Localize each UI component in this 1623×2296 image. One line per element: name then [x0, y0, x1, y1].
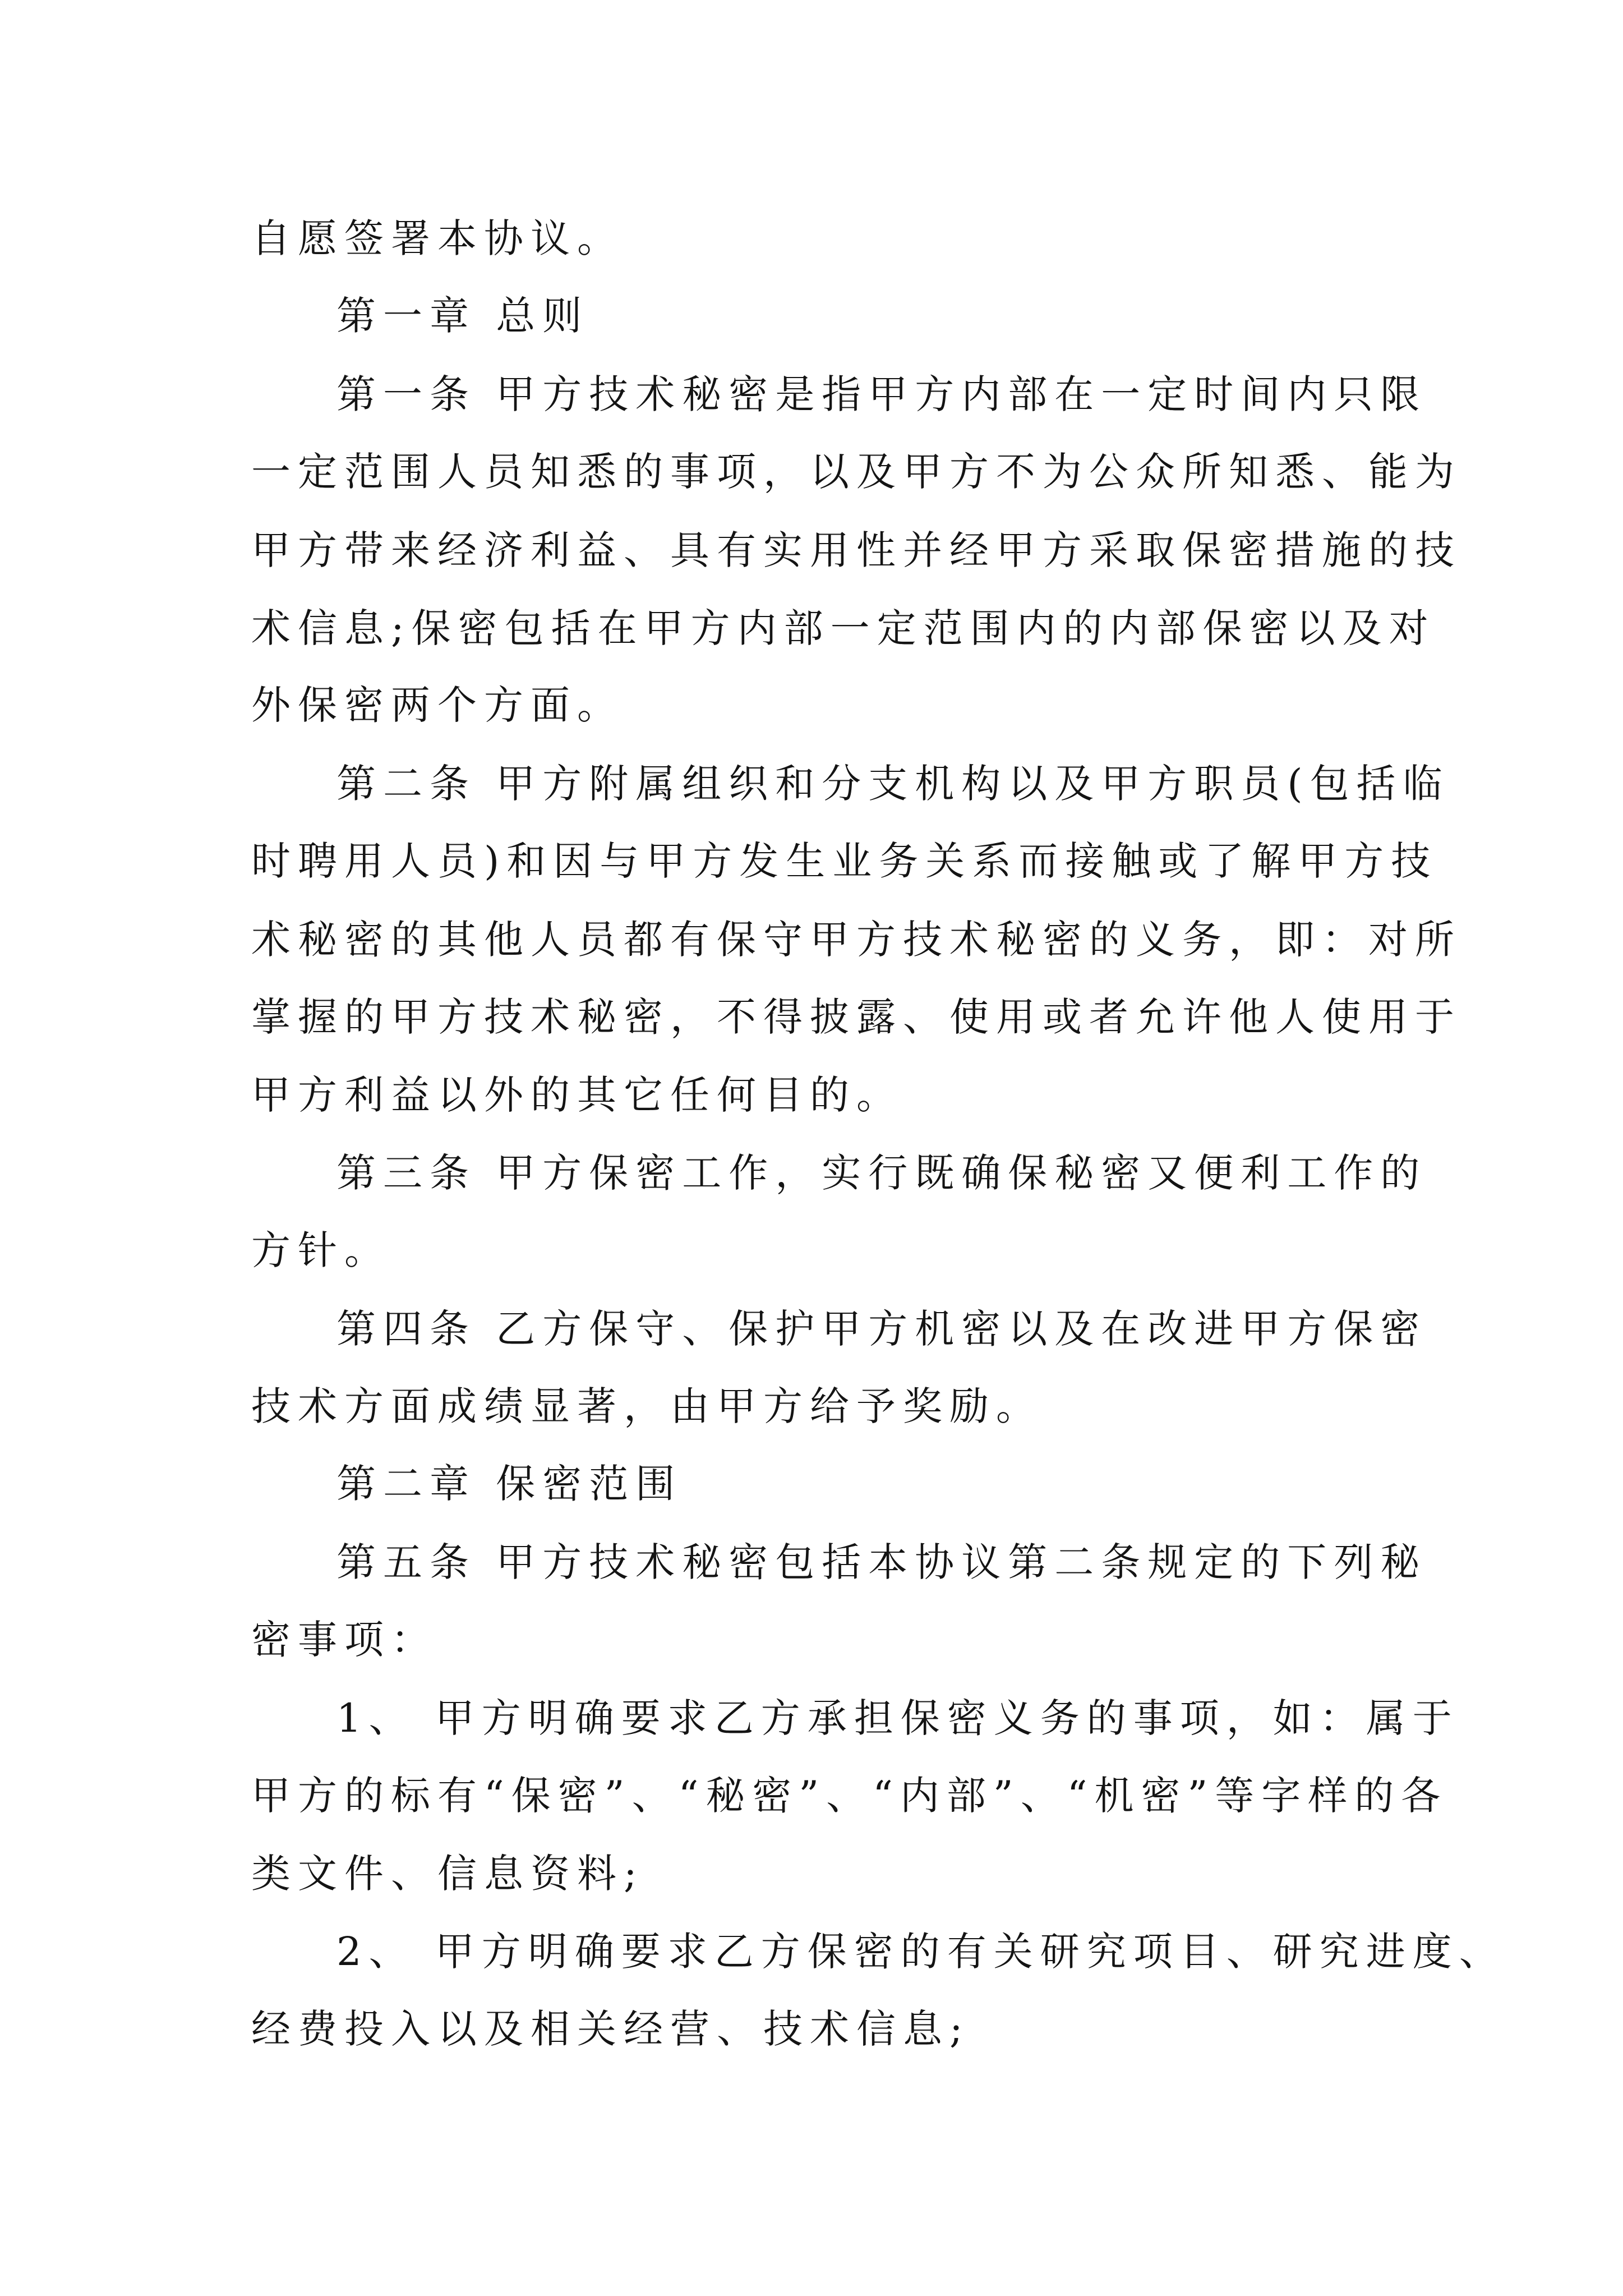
article-line: 第四条 乙方保守、保护甲方机密以及在改进甲方保密	[336, 1306, 1427, 1352]
article-line: 第五条 甲方技术秘密包括本协议第二条规定的下列秘	[336, 1539, 1427, 1585]
text-line: 甲方带来经济利益、具有实用性并经甲方采取保密措施的技	[251, 527, 1461, 573]
text-line: 一定范围人员知悉的事项，以及甲方不为公众所知悉、能为	[251, 449, 1461, 495]
text-line: 术秘密的其他人员都有保守甲方技术秘密的义务，即：对所	[251, 917, 1461, 963]
list-item-line: 2、 甲方明确要求乙方保密的有关研究项目、研究进度、	[336, 1929, 1506, 1975]
text-line: 技术方面成绩显著，由甲方给予奖励。	[251, 1383, 1043, 1429]
text-line: 密事项：	[251, 1617, 437, 1663]
text-line: 经费投入以及相关经营、技术信息;	[251, 2006, 970, 2052]
text-line: 时聘用人员)和因与甲方发生业务关系而接触或了解甲方技	[251, 838, 1438, 884]
text-line: 甲方的标有“保密”、“秘密”、“内部”、“机密”等字样的各	[251, 1773, 1448, 1819]
article-line: 第一条 甲方技术秘密是指甲方内部在一定时间内只限	[336, 371, 1427, 417]
text-line: 外保密两个方面。	[251, 682, 624, 728]
article-line: 第三条 甲方保密工作，实行既确保秘密又便利工作的	[336, 1150, 1427, 1196]
text-line: 类文件、信息资料;	[251, 1851, 644, 1897]
chapter-heading: 第二章 保密范围	[336, 1461, 683, 1507]
text-line: 自愿签署本协议。	[251, 215, 624, 261]
article-line: 第二条 甲方附属组织和分支机构以及甲方职员(包括临	[336, 761, 1450, 807]
text-line: 方针。	[251, 1227, 391, 1273]
text-line: 甲方利益以外的其它任何目的。	[251, 1072, 903, 1118]
chapter-heading: 第一章 总则	[336, 293, 589, 339]
text-line: 掌握的甲方技术秘密，不得披露、使用或者允许他人使用于	[251, 994, 1461, 1040]
text-line: 术信息;保密包括在甲方内部一定范围内的内部保密以及对	[251, 605, 1436, 651]
list-item-line: 1、 甲方明确要求乙方承担保密义务的事项，如：属于	[336, 1695, 1459, 1741]
